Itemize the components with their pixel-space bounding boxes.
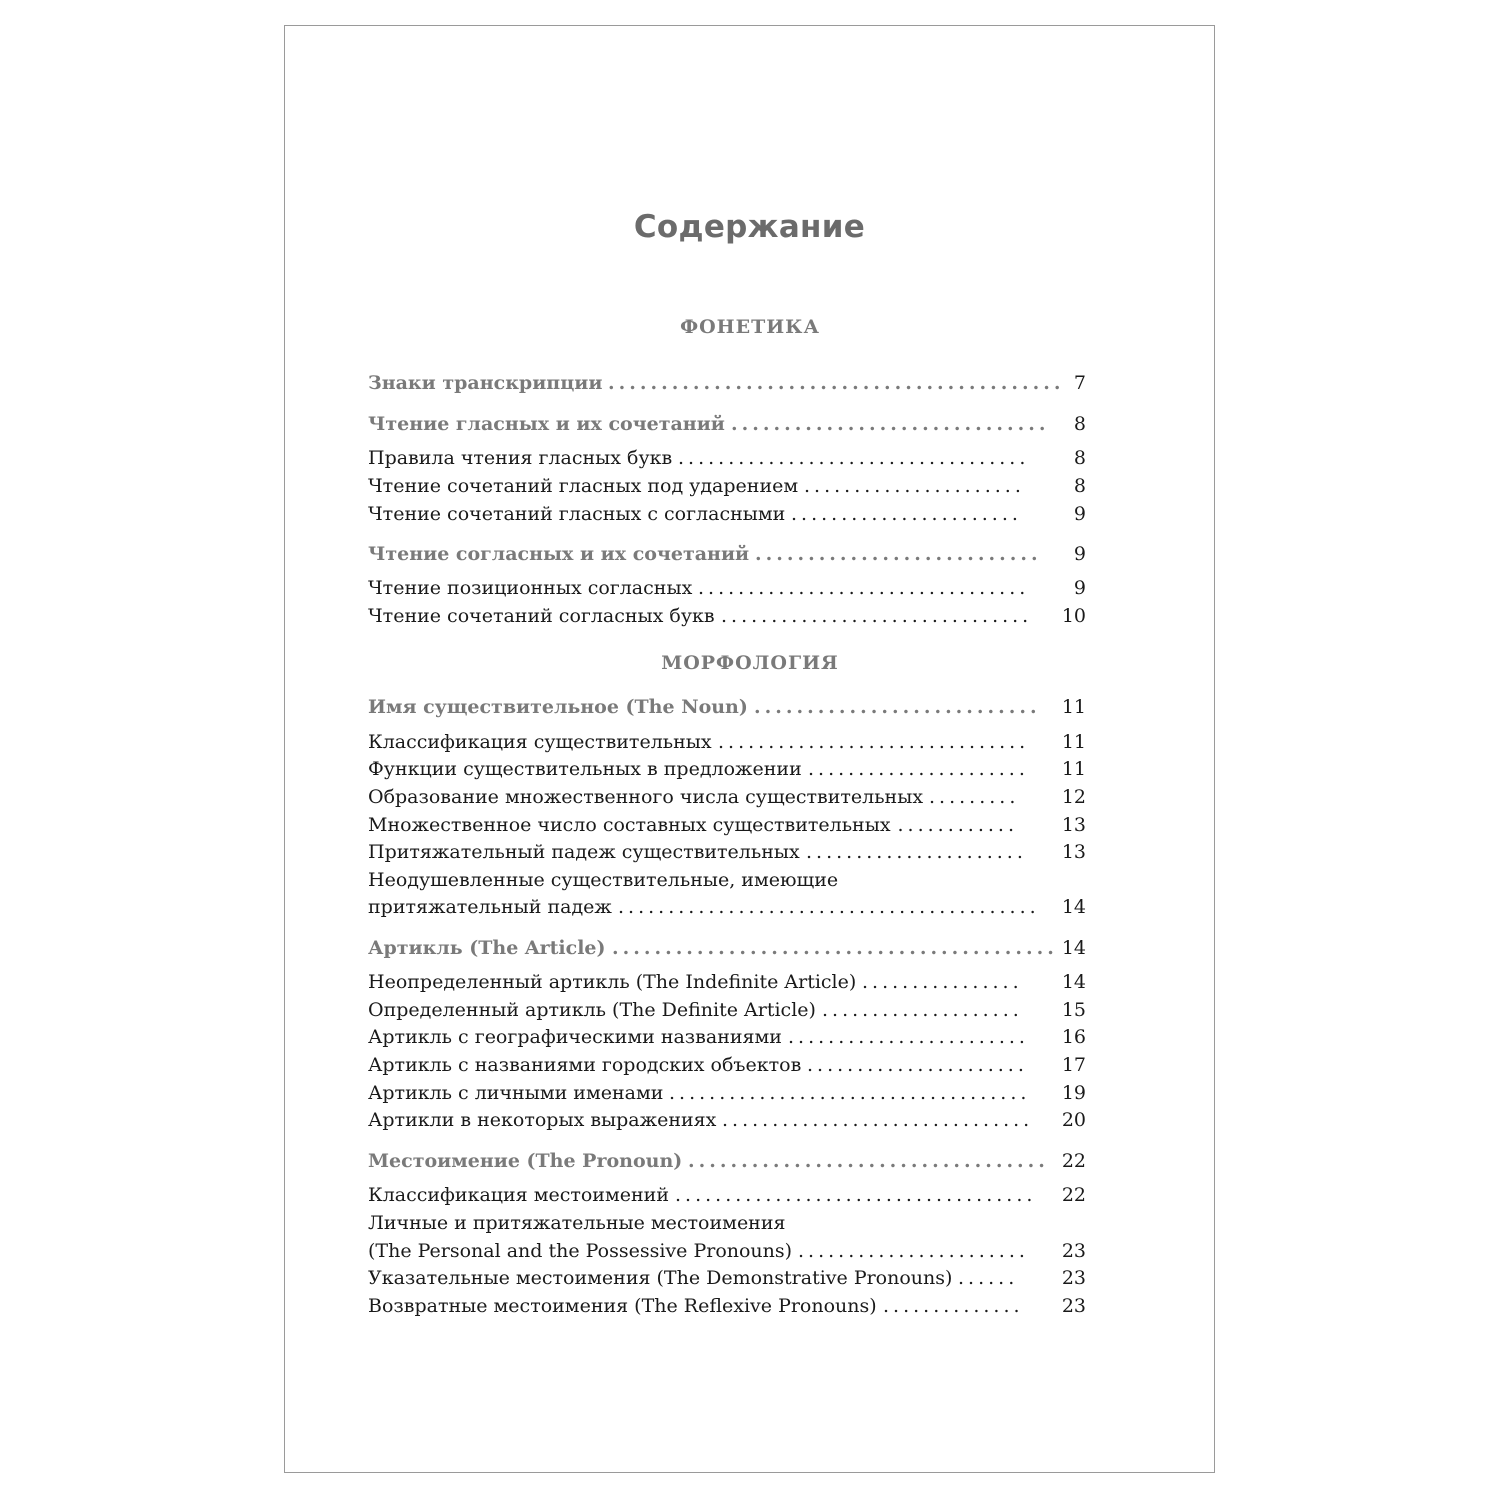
toc-entry-title: Притяжательный падеж существительных bbox=[368, 841, 800, 863]
toc-entry-title: Классификация существительных bbox=[368, 731, 712, 753]
toc-page-number: 23 bbox=[1061, 1240, 1086, 1262]
toc-leader-dots: ........................... bbox=[755, 543, 1042, 565]
toc-page-number: 11 bbox=[1061, 731, 1086, 753]
toc-page-number: 19 bbox=[1061, 1082, 1086, 1104]
toc-page-number: 10 bbox=[1061, 605, 1086, 627]
toc-entry-title: Чтение гласных и их сочетаний bbox=[368, 413, 725, 435]
toc-chapter-entry[interactable] bbox=[368, 1147, 1086, 1175]
toc-subentry[interactable] bbox=[368, 472, 1086, 500]
toc-page-number: 15 bbox=[1061, 999, 1086, 1021]
toc-page-number: 14 bbox=[1061, 971, 1086, 993]
toc-subentry[interactable] bbox=[368, 728, 1086, 756]
toc-entry-title: Имя существительное (The Noun) bbox=[368, 696, 748, 718]
toc-entry-title: Местоимение (The Pronoun) bbox=[368, 1150, 683, 1172]
toc-leader-dots: ....................... bbox=[798, 1240, 1029, 1262]
toc-leader-dots: ................................... bbox=[678, 447, 1030, 469]
toc-chapter-entry[interactable] bbox=[368, 369, 1086, 397]
toc-subentry[interactable] bbox=[368, 893, 1086, 921]
toc-entry-title: Возвратные местоимения (The Reflexive Pronouns) bbox=[368, 1295, 877, 1317]
page-title: Содержание bbox=[633, 209, 866, 245]
toc-entry-title: Образование множественного числа существительных bbox=[368, 786, 924, 808]
toc-chapter-entry[interactable] bbox=[368, 693, 1086, 721]
toc-entry-title: притяжательный падеж bbox=[368, 896, 612, 918]
toc-entry-title: Артикли в некоторых выражениях bbox=[368, 1109, 717, 1131]
toc-page-number: 9 bbox=[1073, 577, 1086, 599]
toc-subentry[interactable] bbox=[368, 866, 1086, 894]
toc-leader-dots: ...................... bbox=[808, 758, 1029, 780]
toc-entry-title: (The Personal and the Possessive Pronouns) bbox=[368, 1240, 793, 1262]
toc-page-number: 17 bbox=[1061, 1054, 1086, 1076]
toc-entry-title: Чтение согласных и их сочетаний bbox=[368, 543, 750, 565]
toc-subentry[interactable] bbox=[368, 1106, 1086, 1134]
toc-leader-dots: .................................. bbox=[688, 1150, 1049, 1172]
toc-subentry[interactable] bbox=[368, 1264, 1086, 1292]
toc-chapter-entry[interactable] bbox=[368, 540, 1086, 568]
toc-chapter-entry[interactable] bbox=[368, 410, 1086, 438]
toc-leader-dots: .......................................... bbox=[612, 937, 1058, 959]
toc-subentry[interactable] bbox=[368, 1181, 1086, 1209]
toc-entry-title: Знаки транскрипции bbox=[368, 372, 603, 394]
toc-entry-title: Функции существительных в предложении bbox=[368, 758, 802, 780]
toc-subentry[interactable] bbox=[368, 783, 1086, 811]
toc-leader-dots: ........................................... bbox=[608, 372, 1065, 394]
toc-leader-dots: ...................... bbox=[807, 1054, 1028, 1076]
toc-page-number: 23 bbox=[1061, 1267, 1086, 1289]
toc-leader-dots: .............. bbox=[883, 1295, 1024, 1317]
toc-entry-title: Артикль (The Article) bbox=[368, 937, 606, 959]
toc-subentry[interactable] bbox=[368, 1079, 1086, 1107]
toc-leader-dots: ......... bbox=[929, 786, 1020, 808]
toc-leader-dots: ................ bbox=[862, 971, 1023, 993]
toc-leader-dots: ............................... bbox=[722, 1109, 1034, 1131]
toc-leader-dots: ................................. bbox=[698, 577, 1030, 599]
toc-page-number: 13 bbox=[1061, 841, 1086, 863]
toc-page-number: 9 bbox=[1073, 543, 1086, 565]
section-heading: ФОНЕТИКА bbox=[680, 316, 820, 338]
toc-page-number: 8 bbox=[1073, 413, 1086, 435]
toc-entry-title: Множественное число составных существительных bbox=[368, 814, 891, 836]
toc-entry-title: Неопределенный артикль (The Indefinite Article) bbox=[368, 971, 857, 993]
toc-page-number: 11 bbox=[1061, 696, 1086, 718]
toc-page-number: 7 bbox=[1073, 372, 1086, 394]
toc-page-number: 22 bbox=[1061, 1150, 1086, 1172]
toc-subentry[interactable] bbox=[368, 574, 1086, 602]
toc-subentry[interactable] bbox=[368, 755, 1086, 783]
toc-subentry[interactable] bbox=[368, 602, 1086, 630]
toc-entry-title: Классификация местоимений bbox=[368, 1184, 669, 1206]
toc-page-number: 11 bbox=[1061, 758, 1086, 780]
toc-page-number: 13 bbox=[1061, 814, 1086, 836]
toc-leader-dots: ............................... bbox=[721, 605, 1033, 627]
toc-subentry[interactable] bbox=[368, 1237, 1086, 1265]
toc-subentry[interactable] bbox=[368, 968, 1086, 996]
toc-entry-title: Указательные местоимения (The Demonstrative Pronouns) bbox=[368, 1267, 953, 1289]
toc-entry-title: Артикль с географическими названиями bbox=[368, 1026, 782, 1048]
toc-subentry[interactable] bbox=[368, 996, 1086, 1024]
toc-entry-title: Чтение позиционных согласных bbox=[368, 577, 693, 599]
toc-entry-title: Артикль с названиями городских объектов bbox=[368, 1054, 802, 1076]
toc-subentry[interactable] bbox=[368, 1023, 1086, 1051]
toc-page-number: 14 bbox=[1061, 896, 1086, 918]
toc-subentry[interactable] bbox=[368, 444, 1086, 472]
toc-entry-title: Определенный артикль (The Definite Article) bbox=[368, 999, 816, 1021]
toc-entry-title: Чтение сочетаний согласных букв bbox=[368, 605, 715, 627]
section-heading: МОРФОЛОГИЯ bbox=[661, 652, 839, 674]
toc-subentry[interactable] bbox=[368, 1209, 1086, 1237]
toc-entry-title: Личные и притяжательные местоимения bbox=[368, 1212, 786, 1234]
toc-entry-title: Неодушевленные существительные, имеющие bbox=[368, 869, 839, 891]
toc-entry-title: Чтение сочетаний гласных с согласными bbox=[368, 503, 786, 525]
toc-leader-dots: ...... bbox=[958, 1267, 1019, 1289]
toc-leader-dots: ........................ bbox=[788, 1026, 1029, 1048]
toc-page-number: 20 bbox=[1061, 1109, 1086, 1131]
toc-leader-dots: ............................... bbox=[718, 731, 1030, 753]
toc-entry-title: Правила чтения гласных букв bbox=[368, 447, 673, 469]
toc-leader-dots: .................................... bbox=[675, 1184, 1037, 1206]
toc-entry-title: Чтение сочетаний гласных под ударением bbox=[368, 475, 799, 497]
toc-subentry[interactable] bbox=[368, 500, 1086, 528]
toc-page-number: 12 bbox=[1061, 786, 1086, 808]
toc-page-number: 9 bbox=[1073, 503, 1086, 525]
toc-page-number: 8 bbox=[1073, 447, 1086, 469]
toc-leader-dots: ............ bbox=[897, 814, 1018, 836]
toc-leader-dots: ...................... bbox=[806, 841, 1027, 863]
toc-leader-dots: ...................... bbox=[804, 475, 1025, 497]
toc-page-number: 23 bbox=[1061, 1295, 1086, 1317]
toc-chapter-entry[interactable] bbox=[368, 934, 1086, 962]
toc-leader-dots: ........................... bbox=[754, 696, 1041, 718]
toc-entry-title: Артикль с личными именами bbox=[368, 1082, 664, 1104]
toc-page-number: 8 bbox=[1073, 475, 1086, 497]
toc-leader-dots: .................... bbox=[822, 999, 1023, 1021]
toc-subentry[interactable] bbox=[368, 811, 1086, 839]
toc-page-number: 22 bbox=[1061, 1184, 1086, 1206]
toc-leader-dots: ....................... bbox=[791, 503, 1022, 525]
toc-page-number: 14 bbox=[1061, 937, 1086, 959]
toc-leader-dots: .......................................... bbox=[618, 896, 1040, 918]
toc-subentry[interactable] bbox=[368, 838, 1086, 866]
toc-subentry[interactable] bbox=[368, 1292, 1086, 1320]
toc-leader-dots: .................................... bbox=[669, 1082, 1031, 1104]
toc-subentry[interactable] bbox=[368, 1051, 1086, 1079]
toc-page-number: 16 bbox=[1061, 1026, 1086, 1048]
toc-leader-dots: .............................. bbox=[731, 413, 1050, 435]
